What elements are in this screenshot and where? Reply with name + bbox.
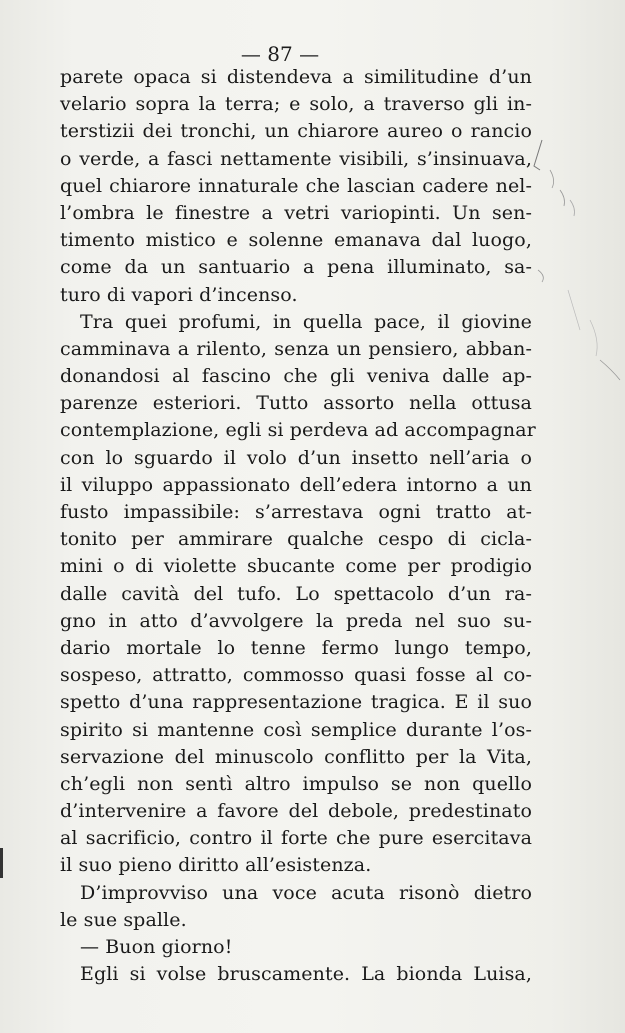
text-line: gno in atto d’avvolgere la preda nel suo su-: [60, 609, 532, 632]
text-line: le sue spalle.: [60, 908, 187, 931]
text-line: o verde, a fasci nettamente visibili, s’insinuava,: [60, 147, 532, 170]
text-line: Egli si volse bruscamente. La bionda Luisa,: [80, 963, 532, 986]
text-line: donandosi al fascino che gli veniva dalle ap-: [60, 365, 532, 388]
text-line: contemplazione, egli si perdeva ad accompagnar: [60, 419, 536, 442]
text-line: mini o di violette sbucante come per prodigio: [60, 555, 532, 578]
text-line: parenze esteriori. Tutto assorto nella ottusa: [60, 392, 532, 415]
text-line: camminava a rilento, senza un pensiero, abban-: [60, 337, 532, 360]
margin-pencil-marks: [520, 130, 625, 430]
text-line: quel chiarore innaturale che lascian cadere nel-: [60, 174, 532, 197]
text-line: il suo pieno diritto all’esistenza.: [60, 854, 372, 877]
text-line: d’intervenire a favore del debole, predestinato: [60, 800, 532, 823]
text-line: terstizii dei tronchi, un chiarore aureo o rancio: [60, 120, 532, 143]
left-edge-mark: [0, 848, 3, 878]
text-line: dalle cavità del tufo. Lo spettacolo d’un ra-: [60, 582, 532, 605]
text-line: tonito per ammirare qualche cespo di cicla-: [60, 528, 532, 551]
body-text: [60, 64, 536, 988]
text-line: con lo sguardo il volo d’un insetto nell’aria o: [60, 446, 532, 469]
text-line: parete opaca si distendeva a similitudine d’un: [60, 66, 532, 88]
text-line: Tra quei profumi, in quella pace, il giovine: [80, 310, 532, 333]
text-line: spirito si mantenne così semplice durante l’os-: [60, 718, 532, 741]
text-line: come da un santuario a pena illuminato, sa-: [60, 256, 532, 279]
text-line: dario mortale lo tenne fermo lungo tempo,: [60, 636, 532, 659]
text-line: velario sopra la terra; e solo, a traverso gli in-: [60, 93, 532, 116]
text-line: timento mistico e solenne emanava dal luogo,: [60, 229, 532, 252]
text-line: spetto d’una rappresentazione tragica. E il suo: [60, 691, 532, 714]
text-line: il viluppo appassionato dell’edera intorno a un: [60, 473, 532, 496]
text-line: turo di vapori d’incenso.: [60, 283, 298, 306]
text-line: sospeso, attratto, commosso quasi fosse al co-: [60, 664, 532, 687]
text-line: — Buon giorno!: [80, 936, 233, 958]
text-line: servazione del minuscolo conflitto per la Vita,: [60, 745, 532, 768]
text-line: ch’egli non sentì altro impulso se non quello: [60, 772, 532, 795]
page-number: — 87 —: [240, 42, 320, 66]
text-line: D’improvviso una voce acuta risonò dietro: [80, 881, 532, 904]
text-line: fusto impassibile: s’arrestava ogni tratto at-: [60, 501, 532, 523]
text-line: l’ombra le finestre a vetri variopinti. Un sen-: [60, 201, 532, 224]
text-line: al sacrificio, contro il forte che pure esercitava: [60, 827, 532, 850]
